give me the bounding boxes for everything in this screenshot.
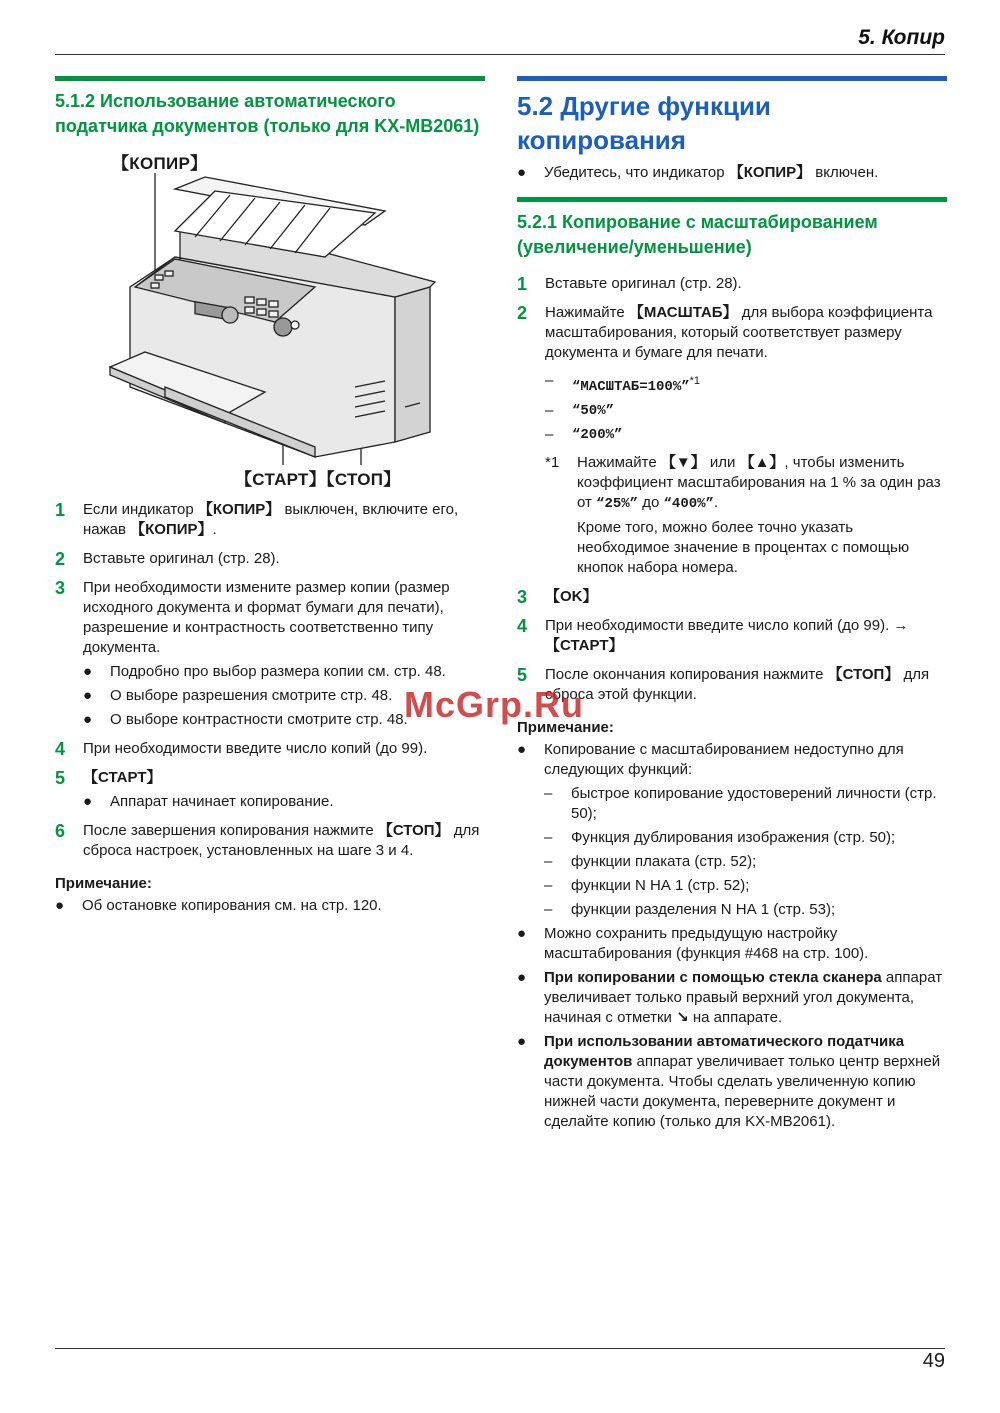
bullet-text: на аппарате. [688,1009,783,1026]
section-bar [517,76,947,81]
step-text: для сброса этой функции. [545,666,930,703]
dash-mark: – [544,853,553,870]
step-number: 2 [517,303,528,323]
footnote-text: Кроме того, можно более точно указать необходимое значение в процентах с помощью кнопок набора номера. [577,519,910,576]
list-item [517,1032,947,1132]
right-step-4 [517,616,947,656]
footnote-text: . [713,494,719,511]
left-step-2 [55,549,485,569]
section-bar [55,76,485,81]
dash-mark: – [545,402,554,419]
left-step-5 [55,768,485,812]
bullet-text: Аппарат начинает копирование. [110,793,334,810]
list-item [83,662,485,682]
dash-text: функции плаката (стр. 52); [571,853,757,870]
footnote-text: или [705,454,740,471]
option-value: “200%” [572,427,623,443]
bullet-bold-text: При использовании автоматического податчика документов [544,1033,905,1070]
left-step-1 [55,500,485,540]
bullet-icon: ● [517,969,527,986]
step-text: выключен, включите его, нажав [83,501,459,538]
step-text: При необходимости введите число копий (до 99). → [545,617,909,634]
list-item [517,740,947,920]
header-rule [55,54,945,55]
option-value: “50%” [572,403,615,419]
step-text: После завершения копирования нажмите [83,822,378,839]
dash-item [544,852,947,872]
step-text: При необходимости введите число копий (до 99). [83,740,428,757]
option-value: “400%” [663,496,714,512]
device-figure [55,147,485,491]
footnote [545,453,947,578]
list-item [517,924,947,964]
dash-text: функции разделения N НА 1 (стр. 53); [571,901,836,918]
stop-key: 【СТОП】 [377,822,450,839]
bullet-text: аппарат увеличивает только правый верхний угол документа, начиная с отметки [544,969,943,1026]
page-number: 49 [922,1350,945,1372]
step-text: Вставьте оригинал (стр. 28). [83,550,280,567]
bullet-icon: ● [83,687,93,704]
down-key: 【▼】 [660,454,706,471]
note-title: Примечание: [55,875,152,892]
bullet-text: Подробно про выбор размера копии см. стр. 48. [110,663,446,680]
option-item [545,371,947,397]
list-item [83,792,485,812]
footnote-mark: *1 [545,454,560,471]
step-number: 4 [55,739,66,759]
dash-item [544,828,947,848]
section-heading-5-2-1: 5.2.1 Копирование с масштабированием (увеличение/уменьшение) [517,212,878,257]
up-key: 【▲】 [739,454,785,471]
step-number: 2 [55,549,66,569]
list-item [517,163,947,183]
step-text: После окончания копирования нажмите [545,666,828,683]
step-text: Нажимайте [545,304,629,321]
step-number: 1 [55,500,66,520]
bullet-icon: ● [55,897,65,914]
step-number: 5 [517,665,528,685]
step-number: 4 [517,616,528,636]
dash-item [544,900,947,920]
step-text: Если индикатор [83,501,198,518]
step-number: 3 [55,578,66,598]
bullet-text: Можно сохранить предыдущую настройку масштабирования (функция #468 на стр. 100). [544,925,869,962]
bullet-icon: ● [517,164,527,181]
dash-mark: – [545,426,554,443]
option-value: “25%” [596,496,639,512]
watermark: McGrp.Ru [404,684,585,725]
step-text: для выбора коэффициента масштабирования, который соответствует размеру документа и бумаге для печати. [545,304,933,361]
step-number: 1 [517,274,528,294]
bullet-text: Убедитесь, что индикатор [544,164,729,181]
copy-key: 【КОПИР】 [130,521,213,538]
bullet-text: О выборе разрешения смотрите стр. 48. [110,687,393,704]
right-step-2 [517,303,947,578]
dash-text: Функция дублирования изображения (стр. 50); [571,829,896,846]
bullet-icon: ● [517,741,527,758]
copy-key-label: 【КОПИР】 [112,154,208,173]
footnote-ref: *1 [689,375,701,387]
copy-key: 【КОПИР】 [197,501,281,518]
start-key: 【СТАРТ】 [545,637,624,654]
option-value: “МАСШТАБ=100%” [572,379,690,395]
dash-item [544,784,947,824]
bullet-text: включен. [811,164,879,181]
step-number: 6 [55,821,66,841]
dash-mark: – [545,372,554,389]
printer-illustration [55,147,485,491]
start-key: 【СТАРТ】 [83,769,162,786]
ok-key: 【OK】 [545,588,598,605]
left-column [55,76,485,916]
footer-rule [55,1348,945,1349]
dash-item [544,876,947,896]
bullet-text: Об остановке копирования см. на стр. 120. [82,897,382,914]
bullet-icon: ● [517,925,527,942]
zoom-key: 【МАСШТАБ】 [628,304,738,321]
stop-key: 【СТОП】 [827,666,900,683]
step-text: для сброса настроек, установленных на шаге 3 и 4. [83,822,480,859]
bullet-bold-text: При копировании с помощью стекла сканера [544,969,882,986]
step-text: . [212,521,217,538]
step-number: 3 [517,587,528,607]
bullet-icon: ● [83,793,93,810]
section-bar [517,197,947,202]
right-step-1 [517,274,947,294]
footnote-text: Нажимайте [577,454,661,471]
bullet-text: аппарат увеличивает только центр верхней части документа. Чтобы сделать увеличенную копию нижней части документа, переверните документ и сделайте копию (только для KX-MB2061). [544,1053,941,1130]
bullet-icon: ● [83,711,93,728]
right-step-3 [517,587,947,607]
left-step-4 [55,739,485,759]
list-item [55,896,485,916]
dash-mark: – [544,877,553,894]
step-text: Вставьте оригинал (стр. 28). [545,275,742,292]
dash-mark: – [544,901,553,918]
option-item [545,425,947,445]
corner-mark-icon: ↘ [676,1009,689,1026]
bullet-text: О выборе контрастности смотрите стр. 48. [110,711,408,728]
note-title: Примечание: [517,719,614,736]
left-step-6 [55,821,485,861]
list-item [517,968,947,1028]
start-stop-key-label: 【СТАРТ】【СТОП】 [235,470,401,489]
bullet-icon: ● [517,1033,527,1050]
dash-mark: – [544,785,553,802]
right-column [517,76,947,1132]
section-heading-5-1-2: 5.1.2 Использование автоматического податчика документов (только для KX-MB2061) [55,91,480,136]
option-item [545,401,947,421]
bullet-text: Копирование с масштабированием недоступно для следующих функций: [544,741,904,778]
copy-key: 【КОПИР】 [728,164,812,181]
section-heading-5-2: 5.2 Другие функции копирования [517,91,771,155]
chapter-title: 5. Копир [858,26,945,49]
step-number: 5 [55,768,66,788]
dash-text: функции N НА 1 (стр. 52); [571,877,750,894]
footnote-text: , чтобы изменить коэффициент масштабирования на 1 % за один раз от [577,454,941,511]
bullet-icon: ● [83,663,93,680]
step-text: При необходимости измените размер копии (размер исходного документа и формат бумаги для печати), разрешение и контрастность соответственно типу документа. [83,579,450,656]
dash-mark: – [544,829,553,846]
footnote-text: до [638,494,664,511]
dash-text: быстрое копирование удостоверений личности (стр. 50); [571,785,937,822]
